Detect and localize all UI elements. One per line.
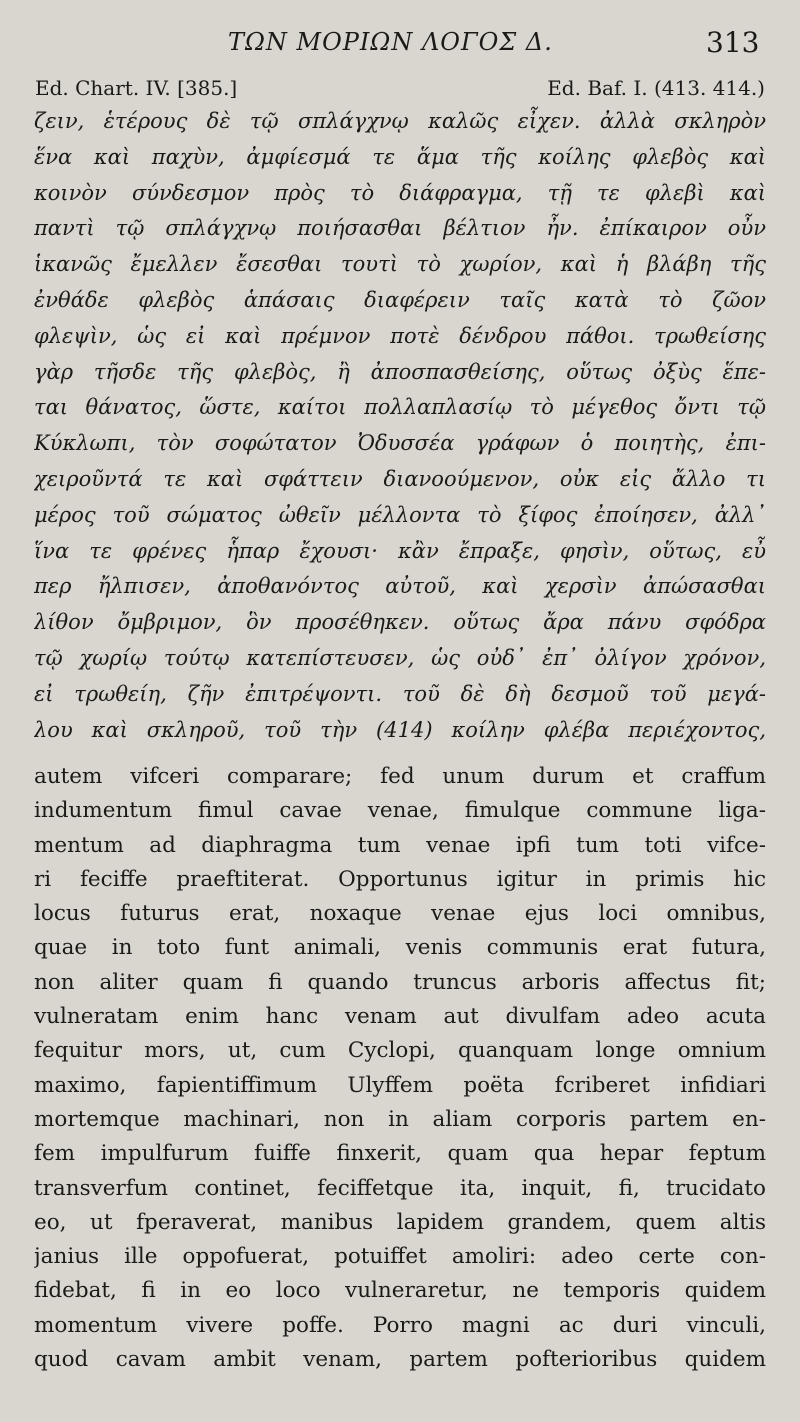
latin-line: fequitur mors, ut, cum Cyclopi, quanquam longe omnium — [34, 1038, 766, 1064]
running-head — [0, 26, 800, 66]
greek-line: ἵνα τε φρένες ἧπαρ ἔχουσι· κἂν ἔπραξε, φησὶν, οὕτως, εὖ — [34, 538, 766, 563]
latin-line: eo, ut fperaverat, manibus lapidem grandem, quem altis — [34, 1209, 766, 1235]
greek-line: χειροῦντά τε καὶ σφάττειν διανοούμενον, οὐκ εἰς ἄλλο τι — [34, 466, 766, 491]
edition-basel-reference: Ed. Baf. I. (413. 414.) — [547, 76, 765, 100]
greek-line: παντὶ τῷ σπλάγχνῳ ποιήσασθαι βέλτιον ἦν. ἐπίκαιρον οὖν — [34, 216, 766, 241]
greek-line: εἰ τρωθείη, ζῆν ἐπιτρέψοντι. τοῦ δὲ δὴ δεσμοῦ τοῦ μεγά- — [34, 681, 766, 706]
latin-line: quod cavam ambit venam, partem pofterioribus quidem — [34, 1347, 766, 1373]
greek-line: ἕνα καὶ παχὺν, ἀμφίεσμά τε ἅμα τῆς κοίλης φλεβὸς καὶ — [34, 144, 766, 169]
latin-line: fidebat, fi in eo loco vulneraretur, ne temporis quidem — [34, 1278, 766, 1304]
edition-chart-reference: Ed. Chart. IV. [385.] — [35, 76, 238, 100]
latin-line: janius ille oppofuerat, potuiffet amoliri: adeo certe con- — [34, 1244, 766, 1270]
greek-line: φλεψὶν, ὡς εἰ καὶ πρέμνον ποτὲ δένδρου πάθοι. τρωθείσης — [34, 323, 766, 348]
greek-line: γὰρ τῆσδε τῆς φλεβὸς, ἢ ἀποσπασθείσης, οὕτως ὀξὺς ἕπε- — [34, 359, 766, 384]
latin-line: ri feciffe praeftiterat. Opportunus igitur in primis hic — [34, 866, 766, 892]
latin-line: transverfum continet, feciffetque ita, inquit, fi, trucidato — [34, 1175, 766, 1201]
greek-line: τῷ χωρίῳ τούτῳ κατεπίστευσεν, ὡς οὐδ᾽ ἐπ᾽ ὀλίγον χρόνον, — [34, 645, 766, 670]
latin-line: autem vifceri comparare; fed unum durum et craffum — [34, 764, 766, 789]
greek-text-block — [34, 104, 766, 748]
greek-line: λου καὶ σκληροῦ, τοῦ τὴν (414) κοίλην φλέβα περιέχοντος, — [34, 717, 766, 742]
latin-line: indumentum fimul cavae venae, fimulque commune liga- — [34, 798, 766, 824]
running-title: ΤΩΝ ΜΟΡΙΩΝ ΛΟΓΟΣ Δ. — [228, 28, 553, 56]
greek-line: μέρος τοῦ σώματος ὠθεῖν μέλλοντα τὸ ξίφος ἐποίησεν, ἀλλ᾽ — [34, 502, 766, 527]
greek-line: ται θάνατος, ὥστε, καίτοι πολλαπλασίῳ τὸ μέγεθος ὄντι τῷ — [34, 395, 766, 420]
latin-line: quae in toto funt animali, venis communis erat futura, — [34, 935, 766, 961]
greek-line: Κύκλωπι, τὸν σοφώτατον Ὀδυσσέα γράφων ὁ ποιητὴς, ἐπι- — [34, 431, 766, 456]
edition-reference-line — [35, 76, 765, 106]
page-number: 313 — [706, 26, 760, 59]
greek-line: ἐνθάδε φλεβὸς ἁπάσαις διαφέρειν ταῖς κατὰ τὸ ζῶον — [34, 287, 766, 312]
latin-line: mentum ad diaphragma tum venae ipfi tum toti vifce- — [34, 832, 766, 858]
latin-line: maximo, fapientiffimum Ulyffem poëta fcriberet infidiari — [34, 1072, 766, 1098]
latin-line: fem impulfurum fuiffe finxerit, quam qua hepar feptum — [34, 1141, 766, 1167]
latin-line: non aliter quam fi quando truncus arboris affectus fit; — [34, 969, 766, 995]
latin-line: locus futurus erat, noxaque venae ejus loci omnibus, — [34, 901, 766, 927]
greek-line: ἱκανῶς ἔμελλεν ἔσεσθαι τουτὶ τὸ χωρίον, καὶ ἡ βλάβη τῆς — [34, 252, 766, 277]
latin-text-block — [34, 760, 766, 1377]
latin-line: mortemque machinari, non in aliam corporis partem en- — [34, 1106, 766, 1132]
latin-line: vulneratam enim hanc venam aut divulfam adeo acuta — [34, 1004, 766, 1030]
greek-line: περ ἤλπισεν, ἀποθανόντος αὐτοῦ, καὶ χερσὶν ἀπώσασθαι — [34, 574, 766, 599]
greek-line: ζειν, ἑτέρους δὲ τῷ σπλάγχνῳ καλῶς εἶχεν. ἀλλὰ σκληρὸν — [34, 109, 766, 133]
latin-line: momentum vivere poffe. Porro magni ac duri vinculi, — [34, 1312, 766, 1338]
greek-line: λίθον ὄμβριμον, ὃν προσέθηκεν. οὕτως ἄρα πάνυ σφόδρα — [34, 610, 766, 635]
greek-line: κοινὸν σύνδεσμον πρὸς τὸ διάφραγμα, τῇ τε φλεβὶ καὶ — [34, 180, 766, 205]
